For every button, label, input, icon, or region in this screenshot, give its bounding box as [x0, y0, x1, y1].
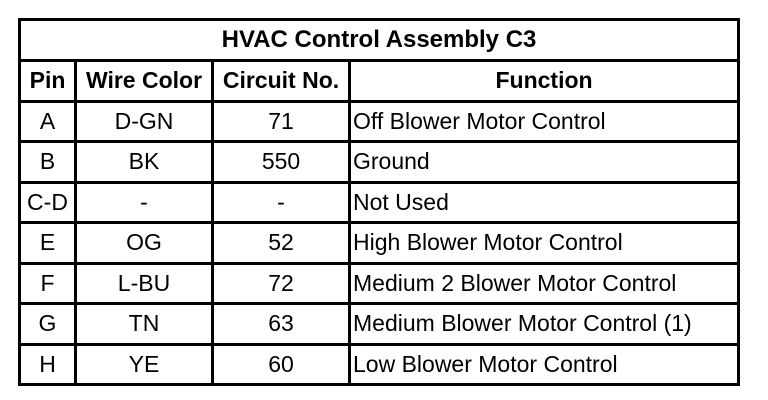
- header-pin: Pin: [20, 61, 76, 102]
- wire-color-cell: TN: [76, 304, 213, 345]
- wire-color-cell: YE: [76, 344, 213, 385]
- function-cell: Not Used: [350, 182, 739, 223]
- function-cell: Medium 2 Blower Motor Control: [350, 263, 739, 304]
- pin-cell: A: [20, 101, 76, 142]
- pin-cell: E: [20, 223, 76, 264]
- pin-cell: F: [20, 263, 76, 304]
- table-row: [20, 182, 739, 223]
- wire-color-cell: D-GN: [76, 101, 213, 142]
- pin-cell: G: [20, 304, 76, 345]
- header-row: [20, 61, 739, 102]
- table-row: [20, 344, 739, 385]
- circuit-cell: 52: [213, 223, 350, 264]
- function-cell: High Blower Motor Control: [350, 223, 739, 264]
- wire-color-cell: BK: [76, 142, 213, 183]
- table-row: [20, 101, 739, 142]
- wire-color-cell: L-BU: [76, 263, 213, 304]
- function-cell: Low Blower Motor Control: [350, 344, 739, 385]
- table-row: [20, 142, 739, 183]
- circuit-cell: 63: [213, 304, 350, 345]
- function-cell: Off Blower Motor Control: [350, 101, 739, 142]
- header-wire-color: Wire Color: [76, 61, 213, 102]
- table-row: [20, 304, 739, 345]
- pin-cell: B: [20, 142, 76, 183]
- connector-pinout-table: [18, 18, 740, 386]
- connector-table-container: [18, 18, 740, 386]
- title-row: [20, 20, 739, 61]
- header-circuit-no: Circuit No.: [213, 61, 350, 102]
- circuit-cell: 71: [213, 101, 350, 142]
- wire-color-cell: -: [76, 182, 213, 223]
- circuit-cell: 550: [213, 142, 350, 183]
- function-cell: Medium Blower Motor Control (1): [350, 304, 739, 345]
- wire-color-cell: OG: [76, 223, 213, 264]
- table-title: HVAC Control Assembly C3: [20, 20, 739, 61]
- circuit-cell: 72: [213, 263, 350, 304]
- pin-cell: H: [20, 344, 76, 385]
- circuit-cell: 60: [213, 344, 350, 385]
- table-row: [20, 263, 739, 304]
- function-cell: Ground: [350, 142, 739, 183]
- circuit-cell: -: [213, 182, 350, 223]
- header-function: Function: [350, 61, 739, 102]
- pin-cell: C-D: [20, 182, 76, 223]
- table-row: [20, 223, 739, 264]
